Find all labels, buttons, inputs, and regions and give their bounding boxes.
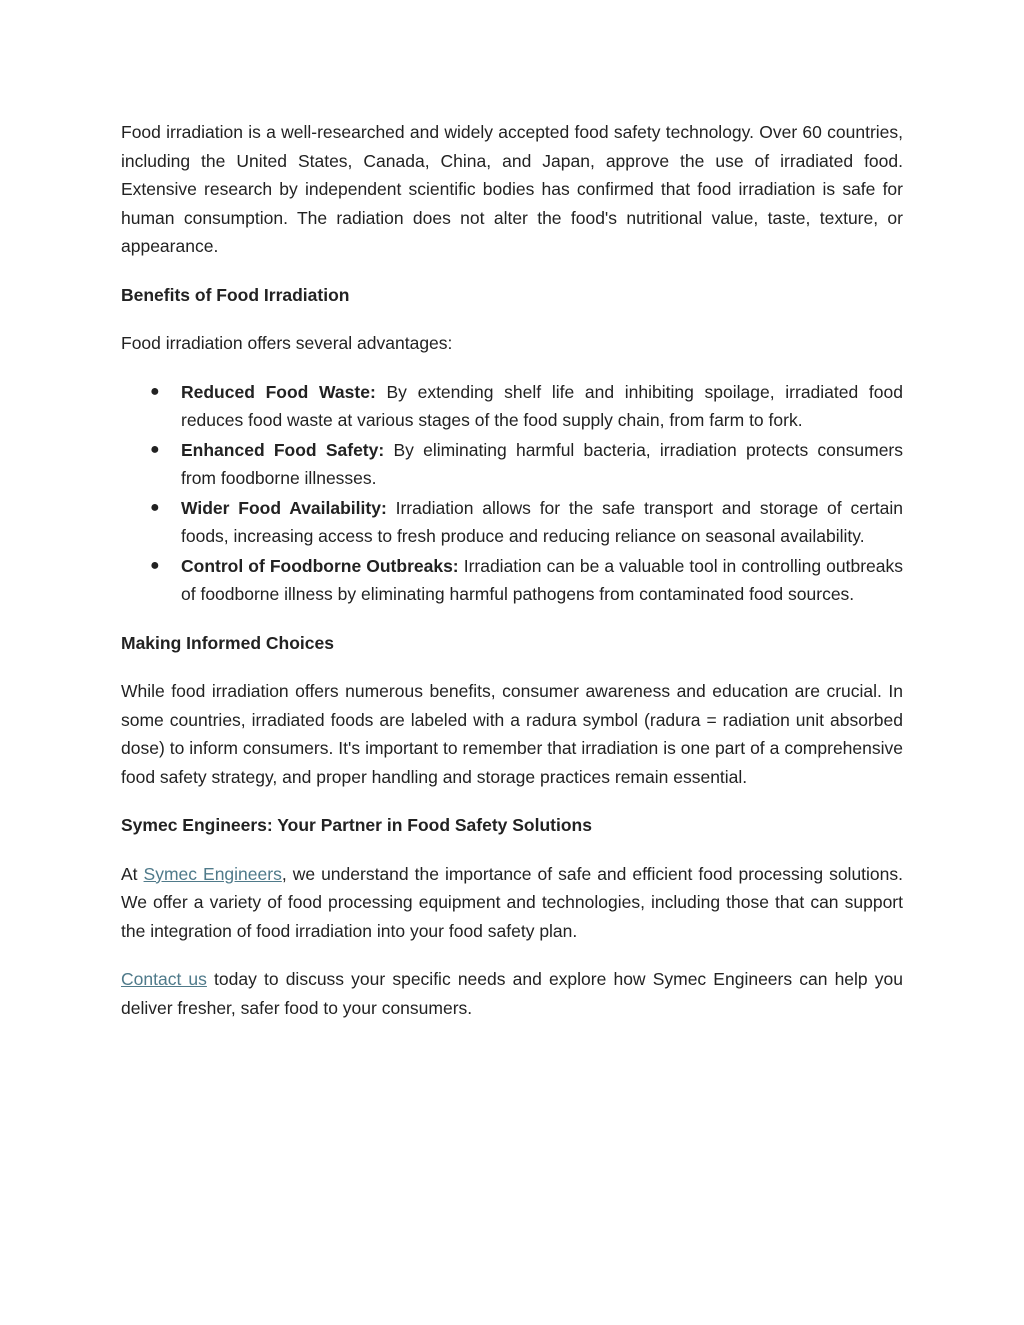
benefits-lead: Food irradiation offers several advantages: <box>121 333 453 353</box>
bullet-icon: ● <box>150 440 160 458</box>
contact-us-link[interactable]: Contact us <box>121 969 207 989</box>
benefit-term: Control of Foodborne Outbreaks: <box>181 555 459 576</box>
bullet-icon: ● <box>150 556 160 574</box>
symec-heading: Symec Engineers: Your Partner in Food Safety Solutions <box>121 815 592 835</box>
intro-paragraph: Food irradiation is a well-researched and widely accepted food safety technology. Over 60 countries, including the United States, Canada, China, and Japan, approve the use of irradiated food. Extensive research by independent scientific bodies has confirmed that food irradiation is safe for human consumption. The radiation does not alter the food's nutritional value, taste, texture, or appearance. <box>121 122 903 256</box>
contact-text: today to discuss your specific needs and explore how Symec Engineers can help you deliver fresher, safer food to your consumers. <box>121 969 903 1018</box>
bullet-icon: ● <box>150 498 160 516</box>
benefit-text: Irradiation allows for the safe transport and storage of certain foods, increasing access to fresh produce and reducing reliance on seasonal availability. <box>181 497 903 546</box>
symec-paragraph <box>121 860 903 946</box>
list-item <box>150 494 903 551</box>
symec-para-suffix: , we understand the importance of safe and efficient food processing solutions. We offer a variety of food processing equipment and technologies, including those that can support the integration of food irradiation into your food safety plan. <box>121 863 904 941</box>
benefit-text: By eliminating harmful bacteria, irradiation protects consumers from foodborne illnesses. <box>181 439 904 488</box>
bullet-icon: ● <box>150 382 160 400</box>
benefits-heading: Benefits of Food Irradiation <box>121 284 350 305</box>
benefit-text: Irradiation can be a valuable tool in controlling outbreaks of foodborne illness by eliminating harmful pathogens from contaminated food sources. <box>181 555 903 604</box>
list-item <box>150 436 904 493</box>
list-item <box>150 378 903 435</box>
list-item <box>150 552 903 609</box>
document-body <box>121 118 903 1042</box>
benefit-term: Reduced Food Waste: <box>181 381 376 402</box>
choices-paragraph: While food irradiation offers numerous benefits, consumer awareness and education are crucial. In some countries, irradiated foods are labeled with a radura symbol (radura = radiation unit absorbed dose) to inform consumers. It's important to remember that irradiation is one part of a comprehensive food safety strategy, and proper handling and storage practices remain essential. <box>121 681 903 787</box>
symec-engineers-link[interactable]: Symec Engineers <box>143 863 282 884</box>
choices-heading: Making Informed Choices <box>121 632 334 653</box>
contact-paragraph <box>121 965 903 1022</box>
symec-para-prefix: At <box>121 863 144 884</box>
benefit-term: Enhanced Food Safety: <box>181 439 385 460</box>
benefit-term: Wider Food Availability: <box>181 497 387 518</box>
benefit-text: By extending shelf life and inhibiting spoilage, irradiated food reduces food waste at various stages of the food supply chain, from farm to fork. <box>181 381 903 430</box>
benefits-list <box>121 378 903 609</box>
